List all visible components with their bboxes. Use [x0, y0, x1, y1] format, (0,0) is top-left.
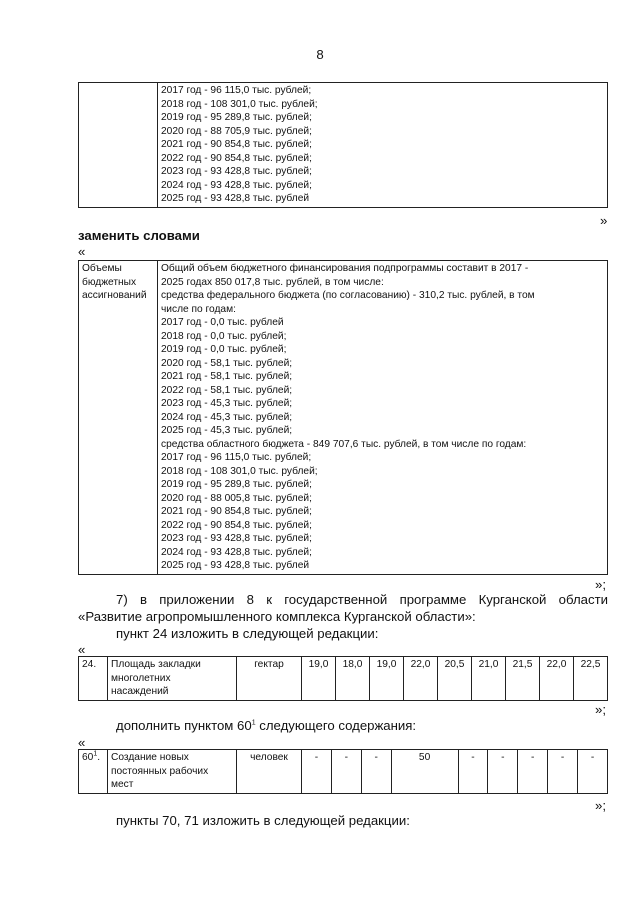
year-value-cell: - [518, 750, 548, 794]
row-number-cell [79, 657, 108, 701]
indicator-name-cell [108, 657, 237, 701]
row-number-main: 60 [82, 752, 94, 763]
year-value-cell: 19,0 [302, 657, 336, 701]
budget-label-line: бюджетных [82, 276, 137, 288]
year-value-cell: 22,5 [574, 657, 608, 701]
budget-line: средства областного бюджета - 849 707,6 тыс. рублей, в том числе по годам: [161, 438, 527, 450]
budget-lines-cell [158, 261, 608, 575]
budget-line: 2018 год - 108 301,0 тыс. рублей; [161, 465, 318, 477]
budget-line: 2017 год - 0,0 тыс. рублей [161, 317, 284, 328]
row-number-cell [79, 750, 108, 794]
budget-line: 2025 год - 45,3 тыс. рублей; [161, 425, 293, 436]
indicator-name-line: Площадь закладки [111, 659, 201, 670]
funding-lines-cell [158, 83, 608, 208]
open-quote-3: « [78, 735, 86, 750]
year-value-cell: - [578, 750, 608, 794]
close-quote-1: » [600, 213, 608, 228]
unit-cell: гектар [237, 657, 302, 701]
year-value-cell: - [361, 750, 391, 794]
indicator-name-line: Создание новых [111, 752, 189, 763]
budget-line: числе по годам: [161, 303, 236, 315]
budget-line: 2018 год - 0,0 тыс. рублей; [161, 330, 287, 342]
year-value-cell: 50 [391, 750, 458, 794]
budget-line: 2020 год - 88 005,8 тыс. рублей; [161, 492, 312, 504]
row-number [82, 752, 100, 763]
add-point-text: дополнить пунктом 60 [116, 718, 252, 733]
funding-line: 2022 год - 90 854,8 тыс. рублей; [161, 152, 312, 164]
row-number-dot: . [97, 752, 101, 763]
budget-label-line: ассигнований [82, 290, 147, 301]
year-value-cell: - [331, 750, 361, 794]
indicator-name-line: многолетних [111, 672, 171, 684]
funding-line: 2020 год - 88 705,9 тыс. рублей; [161, 125, 312, 137]
year-value-cell: 22,0 [540, 657, 574, 701]
budget-line: Общий объем бюджетного финансирования подпрограммы составит в 2017 - [161, 263, 529, 274]
unit-cell: человек [237, 750, 302, 794]
year-value-cell: 18,0 [336, 657, 370, 701]
para7-line1: 7) в приложении 8 к государственной программе Курганской области [116, 592, 608, 607]
budget-line: 2022 год - 58,1 тыс. рублей; [161, 384, 293, 396]
year-value-cell: - [488, 750, 518, 794]
point-60-1-table [78, 749, 608, 794]
table-empty-label-cell [79, 83, 158, 208]
funding-line: 2024 год - 93 428,8 тыс. рублей; [161, 179, 312, 191]
open-quote-2: « [78, 642, 86, 657]
budget-line: 2021 год - 58,1 тыс. рублей; [161, 371, 293, 382]
year-value-cell: 19,0 [370, 657, 404, 701]
budget-line: 2024 год - 45,3 тыс. рублей; [161, 411, 293, 423]
funding-table-old [78, 82, 608, 208]
budget-label-line: Объемы [82, 263, 122, 274]
add-point-sup: 1 [251, 719, 256, 727]
year-value-cell: - [548, 750, 578, 794]
replace-words-heading: заменить словами [78, 228, 200, 243]
budget-line: средства федерального бюджета (по согласованию) - 310,2 тыс. рублей, в том [161, 290, 535, 301]
budget-line: 2020 год - 58,1 тыс. рублей; [161, 357, 293, 369]
budget-label-cell [79, 261, 158, 575]
year-value-cell: 21,0 [472, 657, 506, 701]
open-quote-1: « [78, 244, 86, 259]
budget-line: 2025 год - 93 428,8 тыс. рублей [161, 560, 310, 571]
budget-line: 2021 год - 90 854,8 тыс. рублей; [161, 506, 312, 517]
funding-line: 2018 год - 108 301,0 тыс. рублей; [161, 98, 318, 110]
row-number-sup: 1 [93, 750, 98, 758]
row-number: 24. [82, 659, 97, 670]
year-value-cell: 21,5 [506, 657, 540, 701]
indicator-name-line: мест [111, 779, 134, 790]
add-point-tail: следующего содержания: [255, 718, 417, 733]
close-quote-2: »; [595, 577, 606, 592]
page-number: 8 [316, 47, 324, 62]
year-value-cell: - [302, 750, 332, 794]
funding-line: 2025 год - 93 428,8 тыс. рублей [161, 193, 310, 204]
budget-line: 2019 год - 95 289,8 тыс. рублей; [161, 479, 312, 490]
budget-line: 2022 год - 90 854,8 тыс. рублей; [161, 519, 312, 531]
points-70-71-heading: пункты 70, 71 изложить в следующей редакции: [116, 813, 410, 828]
funding-line: 2021 год - 90 854,8 тыс. рублей; [161, 139, 312, 150]
add-point-heading [116, 717, 416, 734]
budget-line: 2019 год - 0,0 тыс. рублей; [161, 344, 287, 355]
para7-line3: пункт 24 изложить в следующей редакции: [116, 626, 379, 641]
budget-line: 2023 год - 45,3 тыс. рублей; [161, 398, 293, 409]
para7-line2: «Развитие агропромышленного комплекса Курганской области»: [78, 609, 476, 624]
funding-line: 2017 год - 96 115,0 тыс. рублей; [161, 85, 312, 96]
budget-line: 2024 год - 93 428,8 тыс. рублей; [161, 546, 312, 558]
close-quote-4: »; [595, 798, 606, 813]
funding-line: 2023 год - 93 428,8 тыс. рублей; [161, 166, 312, 177]
close-quote-3: »; [595, 702, 606, 717]
year-value-cell: - [458, 750, 488, 794]
funding-line: 2019 год - 95 289,8 тыс. рублей; [161, 112, 312, 123]
funding-table-new [78, 260, 608, 575]
budget-line: 2025 годах 850 017,8 тыс. рублей, в том числе: [161, 276, 384, 288]
year-value-cell: 22,0 [404, 657, 438, 701]
indicator-name-line: насаждений [111, 686, 169, 697]
indicator-name-cell [108, 750, 237, 794]
budget-line: 2023 год - 93 428,8 тыс. рублей; [161, 533, 312, 544]
year-value-cell: 20,5 [438, 657, 472, 701]
indicator-name-line: постоянных рабочих [111, 765, 209, 777]
budget-line: 2017 год - 96 115,0 тыс. рублей; [161, 452, 312, 463]
point-24-table [78, 656, 608, 701]
